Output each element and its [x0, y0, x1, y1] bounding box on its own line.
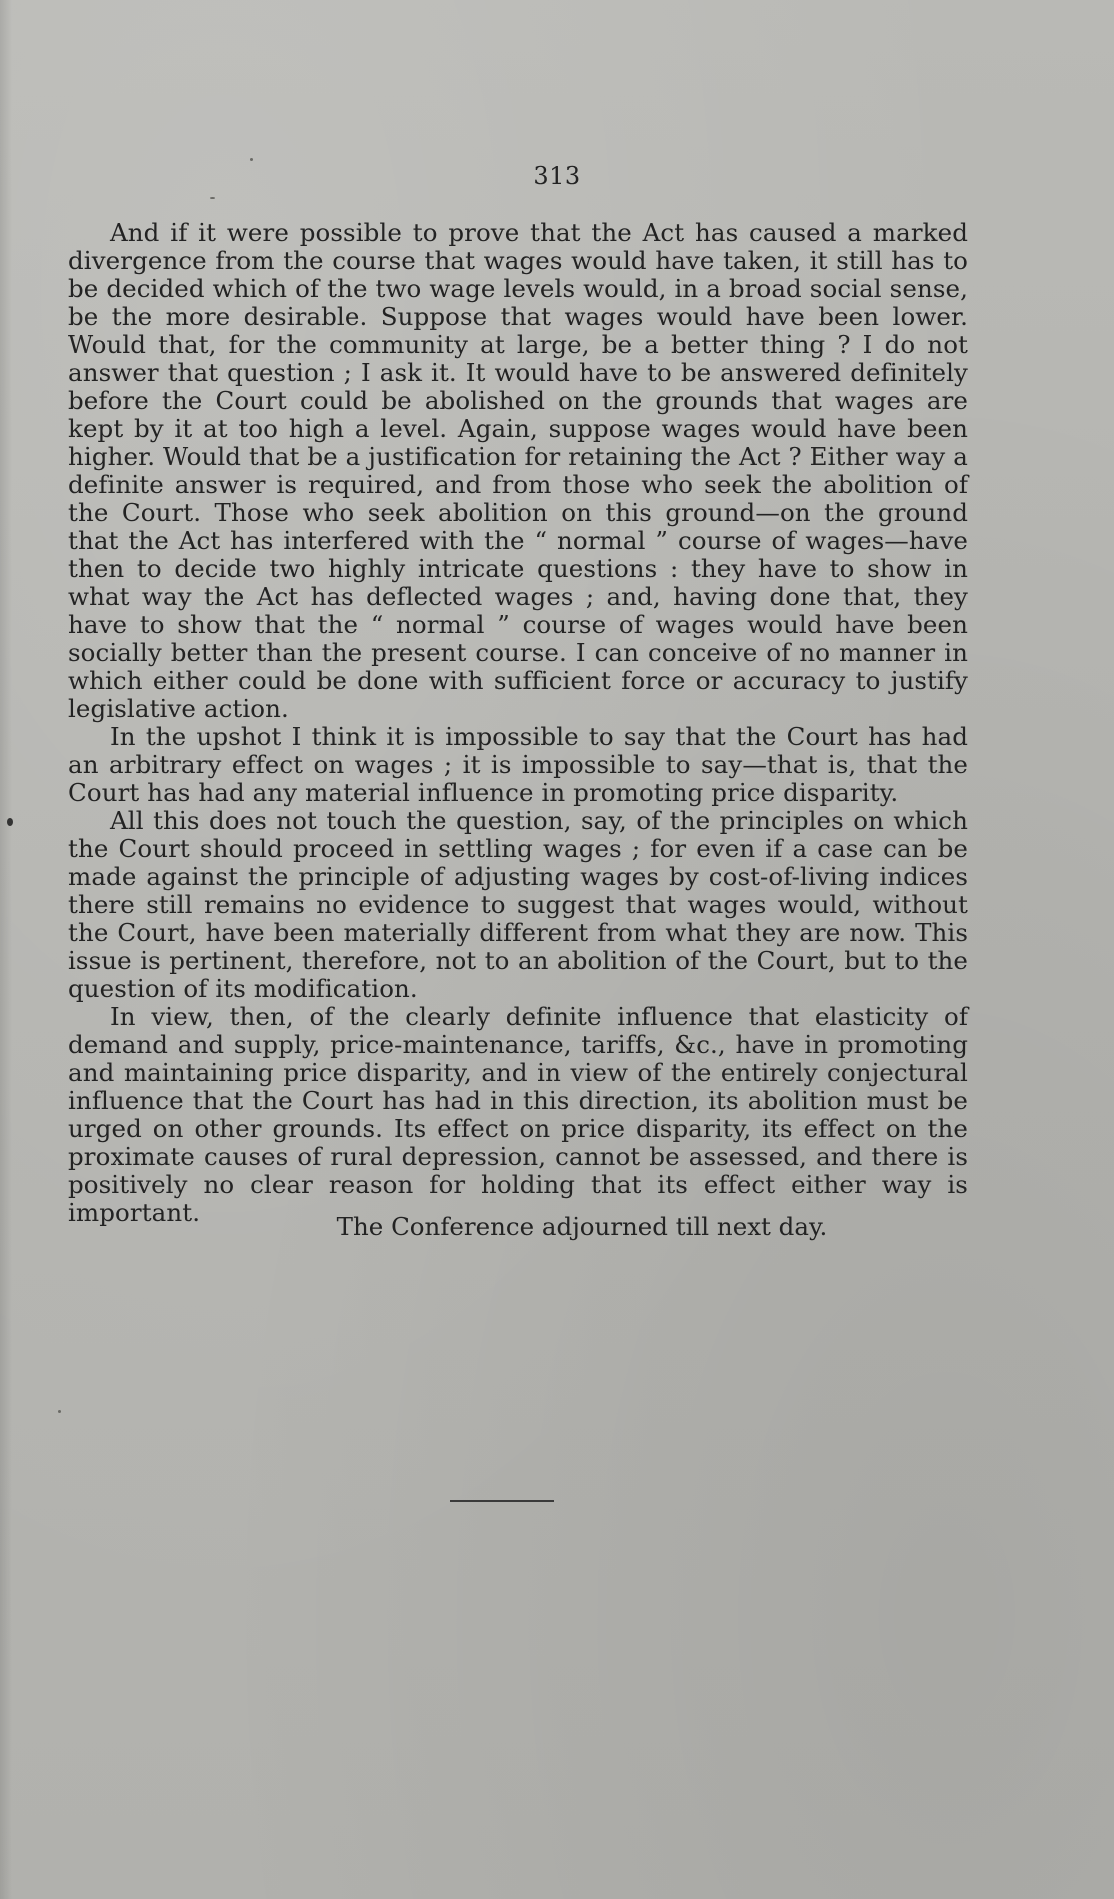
- page-left-edge-shadow: [0, 0, 12, 1899]
- paper-speck: [7, 818, 13, 826]
- paper-speck: [210, 197, 215, 199]
- page-number: 313: [533, 162, 581, 190]
- body-text: [68, 219, 968, 1227]
- paper-speck: [250, 158, 253, 161]
- paragraph-1: And if it were possible to prove that the Act has caused a marked divergence from the course that wages would have taken, it still has to be decided which of the two wage levels would, in a broad social sense, be the more desirable. Suppose that wages would have been lower. Would that, for the community at large, be a better thing ? I do not answer that question ; I ask it. It would have to be answered definitely before the Court could be abolished on the grounds that wages are kept by it at too high a level. Again, suppose wages would have been higher. Would that be a justification for retaining the Act ? Either way a definite answer is required, and from those who seek the abolition of the Court. Those who seek abolition on this ground—on the ground that the Act has interfered with the “ normal ” course of wages—have then to decide two highly intricate questions : they have to show in what way the Act has deflected wages ; and, having done that, they have to show that the “ normal ” course of wages would have been socially better than the present course. I can conceive of no manner in which either could be done with sufficient force or accuracy to justify legislative action.: [68, 218, 968, 723]
- paragraph-2: In the upshot I think it is impossible to say that the Court has had an arbitrary effect on wages ; it is impossible to say—that is, that the Court has had any material influence in promoting price disparity.: [68, 722, 968, 807]
- paper-speck: [58, 1410, 61, 1413]
- closing-line: The Conference adjourned till next day.: [336, 1212, 828, 1241]
- paragraph-3: All this does not touch the question, say, of the principles on which the Court should proceed in settling wages ; for even if a case can be made against the principle of adjusting wages by cost-of-living indices there still remains no evidence to suggest that wages would, without the Court, have been materially different from what they are now. This issue is pertinent, therefore, not to an abolition of the Court, but to the question of its modification.: [68, 806, 968, 1003]
- end-rule-divider: [450, 1500, 554, 1502]
- paragraph-4: In view, then, of the clearly definite influence that elasticity of demand and supply, price-maintenance, tariffs, &c., have in promoting and maintaining price disparity, and in view of the entirely conjectural influence that the Court has had in this direction, its abolition must be urged on other grounds. Its effect on price disparity, its effect on the proximate causes of rural depression, cannot be assessed, and there is positively no clear reason for holding that its effect either way is important.: [68, 1002, 968, 1227]
